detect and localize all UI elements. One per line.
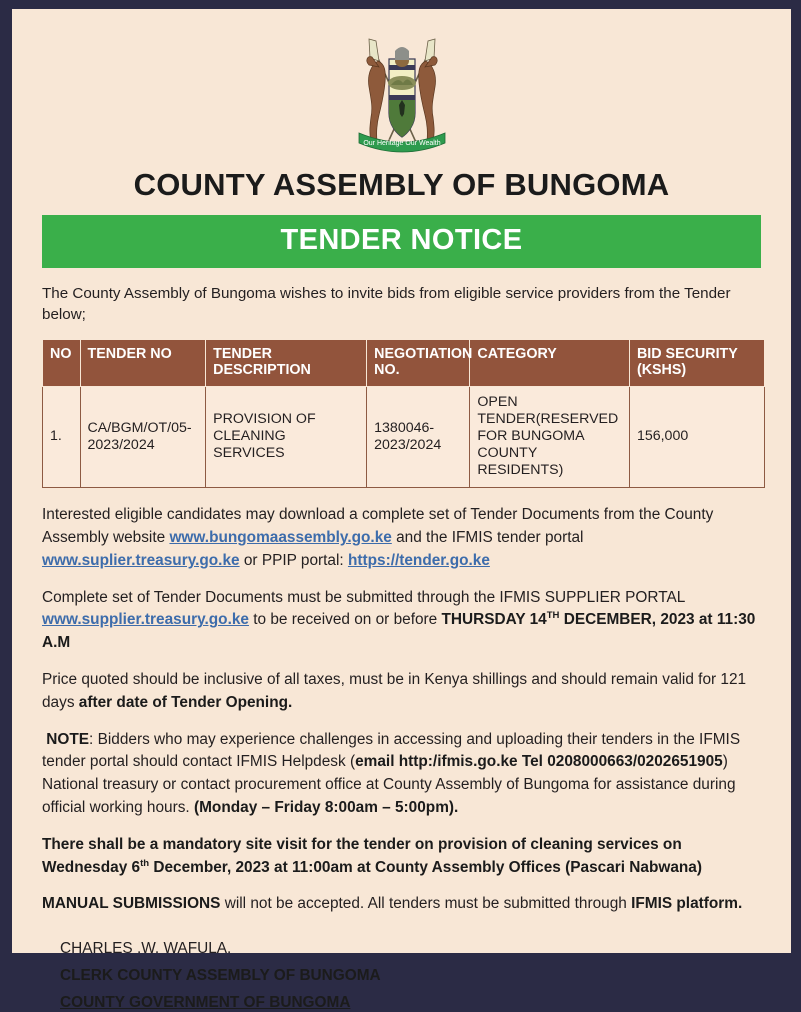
- download-mid-text-1: and the IFMIS tender portal: [391, 528, 584, 546]
- signatory-name: CHARLES .W. WAFULA.: [60, 940, 232, 958]
- cell-category: OPEN TENDER(RESERVED FOR BUNGOMA COUNTY RESIDENTS): [470, 387, 630, 488]
- site-visit-text-part-1: There shall be a mandatory site visit for the tender on provision of cleaning services on Wednesday 6: [42, 835, 682, 876]
- submission-deadline-day: THURSDAY 14: [441, 611, 547, 629]
- download-lead-text: Interested eligible candidates may download a complete set of Tender Documents from the County Assembly website: [42, 506, 714, 546]
- bungoma-assembly-website-link[interactable]: www.bungomaassembly.go.ke: [169, 528, 392, 546]
- note-working-hours: (Monday – Friday 8:00am – 5:00pm).: [193, 798, 459, 816]
- note-label: NOTE: [46, 730, 90, 748]
- submission-mid-text: to be received on or before: [248, 611, 442, 629]
- cell-tender-no: CA/BGM/OT/05-2023/2024: [80, 387, 206, 488]
- note-paragraph: [42, 729, 763, 820]
- site-visit-paragraph: [42, 834, 763, 880]
- note-helpdesk-contact: email http:/ifmis.go.ke Tel 0208000663/0202651905: [355, 753, 723, 771]
- kenya-coat-of-arms-icon: [343, 31, 461, 159]
- intro-text: The County Assembly of Bungoma wishes to invite bids from eligible service providers from the Tender below;: [42, 285, 731, 323]
- ifmis-platform-label: IFMIS platform.: [631, 895, 743, 913]
- cell-no: 1.: [43, 387, 81, 488]
- column-header-tender-no: TENDER NO: [80, 340, 206, 387]
- table-row: [43, 387, 765, 488]
- county-government-label: COUNTY GOVERNMENT OF BUNGOMA: [60, 994, 351, 1012]
- page-title: COUNTY ASSEMBLY OF BUNGOMA: [133, 167, 670, 202]
- tender-notice-banner: TENDER NOTICE: [42, 215, 761, 268]
- column-header-no: NO: [43, 340, 81, 387]
- manual-submissions-label: MANUAL SUBMISSIONS: [42, 895, 221, 913]
- note-text-part-2: ) National treasury or contact procurement office at County Assembly of Bungoma for assistance during official working hours.: [42, 753, 736, 816]
- table-header-row: [43, 340, 765, 387]
- column-header-negotiation-no: NEGOTIATION NO.: [367, 340, 470, 387]
- cell-bid-security: 156,000: [629, 387, 764, 488]
- ppip-tender-portal-link[interactable]: https://tender.go.ke: [347, 551, 490, 569]
- signature-block: [60, 940, 763, 1012]
- site-visit-ordinal: th: [140, 857, 150, 869]
- download-mid-text-2: or PPIP portal:: [239, 551, 348, 569]
- cell-description: PROVISION OF CLEANING SERVICES: [206, 387, 367, 488]
- ifmis-supplier-portal-link[interactable]: www.suplier.treasury.go.ke: [42, 551, 240, 569]
- cell-negotiation-no: 1380046-2023/2024: [367, 387, 470, 488]
- price-validity-paragraph: [42, 669, 763, 715]
- manual-submissions-mid-text: will not be accepted. All tenders must be submitted through: [220, 895, 632, 913]
- submission-paragraph: [42, 587, 763, 655]
- note-text-part-1: : Bidders who may experience challenges in accessing and uploading their tenders in the IFMIS tender portal should contact IFMIS Helpdesk (: [42, 730, 741, 771]
- download-paragraph: [42, 504, 763, 572]
- supplier-treasury-portal-link[interactable]: www.supplier.treasury.go.ke: [42, 611, 249, 629]
- price-lead-text: Price quoted should be inclusive of all taxes, must be in Kenya shillings and should remain valid for 121 days: [42, 670, 747, 711]
- notice-sheet: [12, 9, 791, 1012]
- submission-lead-text: Complete set of Tender Documents must be submitted through the IFMIS SUPPLIER PORTAL: [42, 588, 685, 606]
- column-header-category: CATEGORY: [470, 340, 630, 387]
- column-header-bid-security: BID SECURITY (KSHS): [629, 340, 764, 387]
- signatory-role: CLERK COUNTY ASSEMBLY OF BUNGOMA: [60, 967, 381, 985]
- price-bold-text: after date of Tender Opening.: [78, 693, 293, 711]
- submission-deadline-rest: DECEMBER, 2023 at 11:30 A.M: [42, 611, 756, 652]
- emblem-container: [40, 23, 763, 163]
- column-header-description: TENDER DESCRIPTION: [206, 340, 367, 387]
- svg-text:Our Heritage Our Wealth: Our Heritage Our Wealth: [362, 140, 441, 147]
- submission-deadline-ordinal: TH: [546, 610, 560, 622]
- site-visit-text-part-2: December, 2023 at 11:00am at County Assembly Offices (Pascari Nabwana): [149, 858, 702, 876]
- manual-submissions-paragraph: [42, 893, 763, 916]
- tender-table: [42, 339, 765, 488]
